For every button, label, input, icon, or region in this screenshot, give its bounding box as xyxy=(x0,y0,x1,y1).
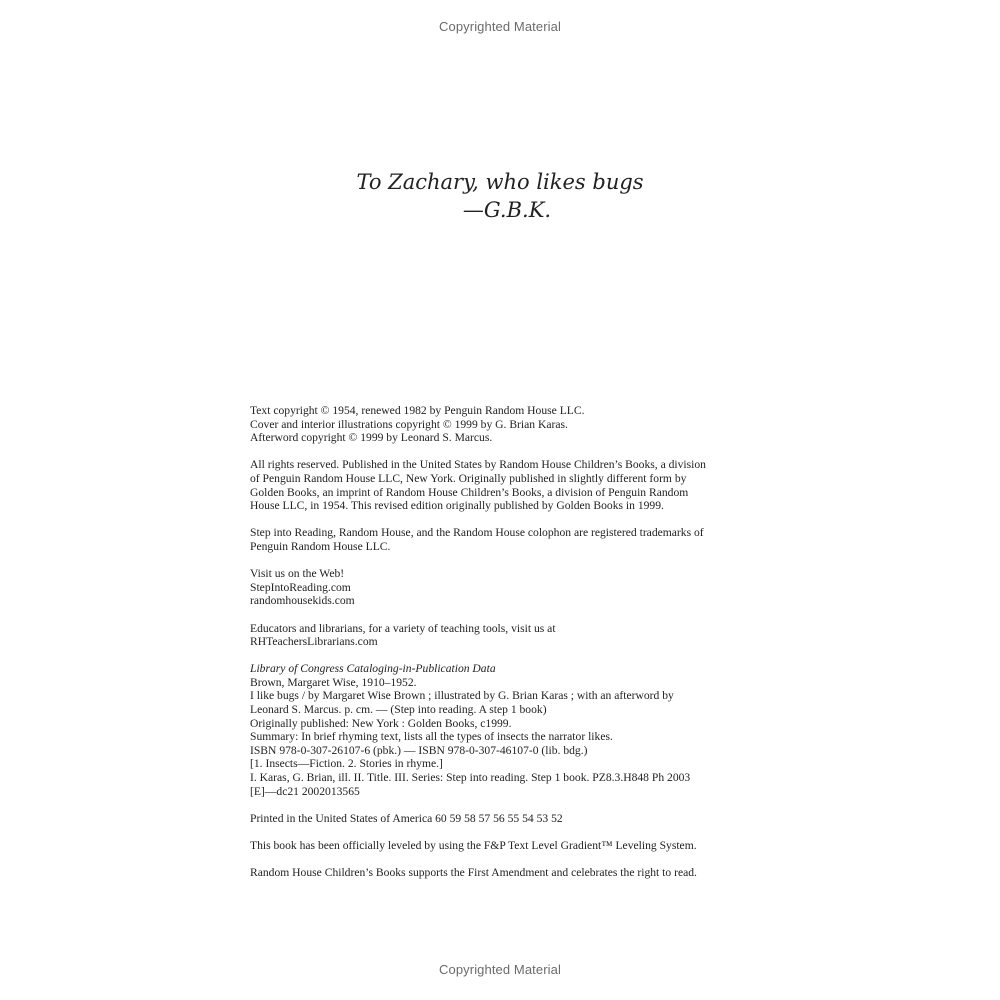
cip-line: Leonard S. Marcus. p. cm. — (Step into reading. A step 1 book) xyxy=(250,703,547,717)
printed-paragraph xyxy=(250,812,770,826)
text-line: This book has been officially leveled by using the F&P Text Level Gradient™ Leveling System. xyxy=(250,839,697,852)
cip-line: ISBN 978-0-307-26107-6 (pbk.) — ISBN 978-0-307-46107-0 (lib. bdg.) xyxy=(250,743,588,757)
cip-line: [E]—dc21 2002013565 xyxy=(250,784,360,798)
text-line: of Penguin Random House LLC, New York. Originally published in slightly different form by xyxy=(250,471,687,485)
text-line: Visit us on the Web! xyxy=(250,567,345,581)
text-line: Random House Children’s Books supports the First Amendment and celebrates the right to read. xyxy=(250,866,697,880)
text-line: Cover and interior illustrations copyright © 1999 by G. Brian Karas. xyxy=(250,417,568,431)
trademarks-paragraph xyxy=(250,526,770,553)
web-address: randomhousekids.com xyxy=(250,594,355,608)
text-line: House LLC, in 1954. This revised edition originally published by Golden Books in 1999. xyxy=(250,499,664,513)
text-line: Educators and librarians, for a variety of teaching tools, visit us at xyxy=(250,621,556,635)
dedication-signature: —G.B.K. xyxy=(462,198,552,222)
text-line: Step into Reading, Random House, and the Random House colophon are registered trademarks of xyxy=(250,526,704,540)
web-address: RHTeachersLibrarians.com xyxy=(250,635,378,649)
cip-line: I like bugs / by Margaret Wise Brown ; illustrated by G. Brian Karas ; with an afterword by xyxy=(250,689,674,703)
cip-line: Summary: In brief rhyming text, lists all the types of insects the narrator likes. xyxy=(250,730,613,744)
web-address: StepIntoReading.com xyxy=(250,580,351,594)
cip-line: [1. Insects—Fiction. 2. Stories in rhyme.] xyxy=(250,757,443,771)
web-paragraph xyxy=(250,567,770,608)
dedication-line: To Zachary, who likes bugs xyxy=(356,170,644,194)
cip-line: I. Karas, G. Brian, ill. II. Title. III. Series: Step into reading. Step 1 book. PZ8.3.H848 Ph 2003 xyxy=(250,771,691,785)
cip-paragraph xyxy=(250,662,770,798)
cip-line: Originally published: New York : Golden Books, c1999. xyxy=(250,716,512,730)
copyright-block xyxy=(250,404,770,893)
cip-heading: Library of Congress Cataloging-in-Publication Data xyxy=(250,662,496,676)
text-line: All rights reserved. Published in the United States by Random House Children’s Books, a division xyxy=(250,458,706,472)
text-line: Penguin Random House LLC. xyxy=(250,539,391,553)
text-line: Text copyright © 1954, renewed 1982 by Penguin Random House LLC. xyxy=(250,404,585,417)
copyrighted-material-watermark-bottom: Copyrighted Material xyxy=(439,962,561,977)
dedication xyxy=(0,168,1000,224)
cip-line: Brown, Margaret Wise, 1910–1952. xyxy=(250,675,417,689)
copyrighted-material-watermark-top: Copyrighted Material xyxy=(439,19,561,34)
leveled-paragraph xyxy=(250,839,770,853)
text-line: Afterword copyright © 1999 by Leonard S. Marcus. xyxy=(250,431,493,445)
rights-paragraph xyxy=(250,458,770,512)
educators-paragraph xyxy=(250,622,770,649)
text-line: Golden Books, an imprint of Random House Children’s Books, a division of Penguin Random xyxy=(250,485,689,499)
amendment-paragraph xyxy=(250,866,770,880)
credits-paragraph xyxy=(250,404,770,445)
printing-line: Printed in the United States of America 60 59 58 57 56 55 54 53 52 xyxy=(250,811,563,825)
